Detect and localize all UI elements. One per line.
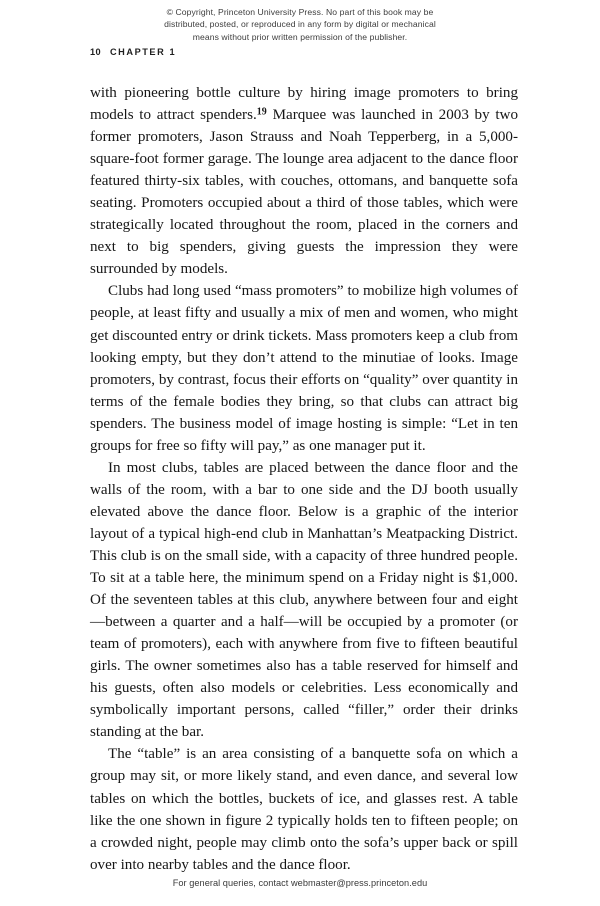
- copyright-line-1: © Copyright, Princeton University Press. No part of this book may be: [166, 7, 434, 17]
- paragraph-2: Clubs had long used “mass promoters” to mobilize high volumes of people, at least fifty and usually a mix of men and women, who might get discounted entry or drink tickets. Mass promoters keep a club from looking empty, but they don’t attend to the minutiae of looks. Image promoters, by contrast, focus their efforts on “quality” over quantity in terms of the female bodies they bring, so that clubs can attract big spenders. The business model of image hosting is simple: “Let in ten groups for free so fifty will pay,” as one manager put it.: [90, 283, 518, 454]
- copyright-line-3: means without prior written permission of the publisher.: [192, 31, 408, 42]
- footnote-marker-19[interactable]: 19: [256, 106, 267, 118]
- paragraph-4: The “table” is an area consisting of a banquette sofa on which a group may sit, or more likely stand, and even dance, and several low tables on which the bottles, buckets of ice, and glasses rest. A table like the one shown in figure 2 typically holds ten to fifteen people; on a crowded night, people may climb onto the sofa’s upper back or spill over into nearby tables and the dance floor.: [90, 746, 518, 873]
- copyright-line-2: distributed, posted, or reproduced in any form by digital or mechanical: [164, 19, 436, 30]
- paragraph-3: In most clubs, tables are placed between the dance floor and the walls of the room, with a bar to one side and the DJ booth usually elevated above the dance floor. Below is a graphic of the interior layout of a typical high-end club in Manhattan’s Meatpacking District. This club is on the small side, with a capacity of three hundred people. To sit at a table here, the minimum spend on a Friday night is $1,000. Of the seventeen tables at this club, anywhere between four and eight—between a quarter and a half—will be occupied by a promoter (or team of promoters), each with anywhere from five to fifteen beautiful girls. The owner sometimes also has a table reserved for himself and his guests, often also models or celebrities. Less economically and symbolically important persons, called “filler,” order their drinks standing at the bar.: [90, 459, 518, 741]
- chapter-label: CHAPTER 1: [109, 47, 177, 57]
- copyright-notice: [90, 6, 510, 43]
- paragraph-1-text-before-footnote: with pioneering bottle culture by hiring image promoters to bring models to attract spenders.: [90, 85, 518, 124]
- page-number: 10: [90, 47, 101, 57]
- body-text-column: [90, 82, 518, 876]
- paragraph-1-text-after-footnote: Marquee was launched in 2003 by two former promoters, Jason Strauss and Noah Tepperberg, in a 5,000-square-foot former garage. The lounge area adjacent to the dance floor featured thirty-six tables, with couches, ottomans, and banquette sofa seating. Promoters occupied about a third of those tables, which were strategically located throughout the room, placed in the corners and next to big spenders, giving guests the impression they were surrounded by models.: [90, 107, 518, 278]
- footer-queries-line: For general queries, contact webmaster@press.princeton.edu: [172, 878, 428, 888]
- running-head: [90, 47, 176, 57]
- paragraph-1: [90, 82, 518, 280]
